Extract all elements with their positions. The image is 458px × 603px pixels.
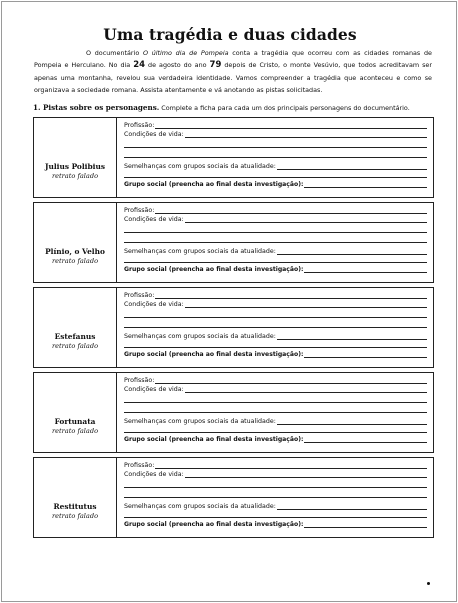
character-card-restitutus (33, 457, 434, 538)
social-group-row (124, 180, 427, 189)
profession-field[interactable] (155, 468, 427, 469)
similarities-field[interactable] (277, 339, 427, 340)
writing-line[interactable] (124, 232, 427, 233)
writing-line[interactable] (124, 412, 427, 413)
writing-line[interactable] (124, 402, 427, 403)
page-title: Uma tragédia e duas cidades (103, 25, 357, 44)
similarities-row (124, 162, 427, 171)
living-conditions-row (124, 130, 427, 139)
profession-row (124, 376, 427, 385)
card-fields (117, 373, 433, 452)
profession-field[interactable] (155, 128, 427, 129)
profession-field[interactable] (155, 298, 427, 299)
social-group-row (124, 265, 427, 274)
similarities-label: Semelhanças com grupos sociais da atualidade: (124, 163, 276, 170)
profession-row (124, 461, 427, 470)
intro-day: 24 (133, 60, 146, 71)
profession-row (124, 206, 427, 215)
social-group-field[interactable] (304, 442, 427, 443)
living-conditions-label: Condições de vida: (124, 386, 184, 393)
card-fields (117, 458, 433, 537)
writing-line[interactable] (124, 487, 427, 488)
social-group-row (124, 350, 427, 359)
portrait-cell (34, 458, 117, 537)
character-name: Restitutus (53, 502, 97, 511)
living-conditions-field[interactable] (185, 307, 427, 308)
profession-row (124, 121, 427, 130)
social-group-label: Grupo social (preencha ao final desta investigação): (124, 436, 304, 443)
social-group-field[interactable] (304, 357, 427, 358)
living-conditions-row (124, 385, 427, 394)
similarities-label: Semelhanças com grupos sociais da atualidade: (124, 248, 276, 255)
instruction-text: Complete a ficha para cada um dos principais personagens do documentário. (159, 104, 410, 112)
similarities-field[interactable] (277, 169, 427, 170)
character-subtitle: retrato falado (51, 172, 99, 180)
similarities-label: Semelhanças com grupos sociais da atualidade: (124, 333, 276, 340)
similarities-label: Semelhanças com grupos sociais da atualidade: (124, 503, 276, 510)
character-card-plinio-o-velho (33, 202, 434, 283)
social-group-label: Grupo social (preencha ao final desta investigação): (124, 266, 304, 273)
similarities-row (124, 502, 427, 511)
social-group-row (124, 520, 427, 529)
film-title: O último dia de Pompeia (142, 49, 229, 57)
writing-line[interactable] (124, 497, 427, 498)
intro-text-4: depois de Cristo, o monte Vesúvio, que todos acreditavam ser apenas uma montanha, revelou sua verdadeira identidade. Vamos compreender a tragédia que aconteceu e como se organizava a sociedade romana. Assista atentamente e vá anotando as pistas solicitadas. (34, 61, 432, 95)
social-group-field[interactable] (304, 527, 427, 528)
living-conditions-field[interactable] (185, 137, 427, 138)
page-marker-dot (427, 582, 430, 585)
similarities-row (124, 247, 427, 256)
writing-line[interactable] (124, 242, 427, 243)
intro-text-1: O documentário (86, 49, 143, 57)
living-conditions-field[interactable] (185, 392, 427, 393)
character-subtitle: retrato falado (51, 512, 99, 520)
living-conditions-label: Condições de vida: (124, 216, 184, 223)
living-conditions-row (124, 470, 427, 479)
profession-label: Profissão: (124, 292, 155, 299)
character-subtitle: retrato falado (51, 342, 99, 350)
intro-text-3: de agosto do ano (145, 61, 210, 70)
profession-field[interactable] (155, 383, 427, 384)
living-conditions-field[interactable] (185, 477, 427, 478)
writing-line[interactable] (124, 347, 427, 348)
intro-year: 79 (209, 60, 222, 71)
similarities-row (124, 332, 427, 341)
character-name: Plínio, o Velho (45, 247, 105, 256)
character-name: Julius Polibius (44, 162, 105, 171)
card-fields (117, 203, 433, 282)
living-conditions-label: Condições de vida: (124, 471, 184, 478)
portrait-cell (34, 288, 117, 367)
social-group-label: Grupo social (preencha ao final desta investigação): (124, 351, 304, 358)
similarities-row (124, 417, 427, 426)
living-conditions-label: Condições de vida: (124, 301, 184, 308)
instruction-lead: 1. Pistas sobre os personagens. (33, 103, 160, 112)
instruction-line (33, 103, 410, 112)
writing-line[interactable] (124, 317, 427, 318)
intro-text-2: conta a tragédia que ocorreu com as cidades romanas de Pompeia e Herculano. No dia (34, 49, 432, 70)
living-conditions-label: Condições de vida: (124, 131, 184, 138)
character-card-fortunata (33, 372, 434, 453)
intro-paragraph (34, 47, 432, 97)
card-fields (117, 118, 433, 197)
social-group-label: Grupo social (preencha ao final desta investigação): (124, 181, 304, 188)
portrait-cell (34, 203, 117, 282)
writing-line[interactable] (124, 157, 427, 158)
living-conditions-row (124, 300, 427, 309)
profession-label: Profissão: (124, 462, 155, 469)
profession-row (124, 291, 427, 300)
writing-line[interactable] (124, 147, 427, 148)
character-subtitle: retrato falado (51, 427, 99, 435)
writing-line[interactable] (124, 262, 427, 263)
portrait-cell (34, 118, 117, 197)
similarities-label: Semelhanças com grupos sociais da atualidade: (124, 418, 276, 425)
character-subtitle: retrato falado (51, 257, 99, 265)
writing-line[interactable] (124, 177, 427, 178)
profession-label: Profissão: (124, 122, 155, 129)
character-card-estefanus (33, 287, 434, 368)
living-conditions-row (124, 215, 427, 224)
character-name: Estefanus (54, 332, 96, 341)
writing-line[interactable] (124, 517, 427, 518)
living-conditions-field[interactable] (185, 222, 427, 223)
similarities-field[interactable] (277, 254, 427, 255)
social-group-field[interactable] (304, 272, 427, 273)
character-card-julius-polibius (33, 117, 434, 198)
card-fields (117, 288, 433, 367)
profession-field[interactable] (155, 213, 427, 214)
writing-line[interactable] (124, 327, 427, 328)
similarities-field[interactable] (277, 424, 427, 425)
writing-line[interactable] (124, 432, 427, 433)
social-group-field[interactable] (304, 187, 427, 188)
profession-label: Profissão: (124, 377, 155, 384)
similarities-field[interactable] (277, 509, 427, 510)
document-page (1, 1, 457, 602)
character-name: Fortunata (54, 417, 96, 426)
social-group-label: Grupo social (preencha ao final desta investigação): (124, 521, 304, 528)
portrait-cell (34, 373, 117, 452)
profession-label: Profissão: (124, 207, 155, 214)
social-group-row (124, 435, 427, 444)
